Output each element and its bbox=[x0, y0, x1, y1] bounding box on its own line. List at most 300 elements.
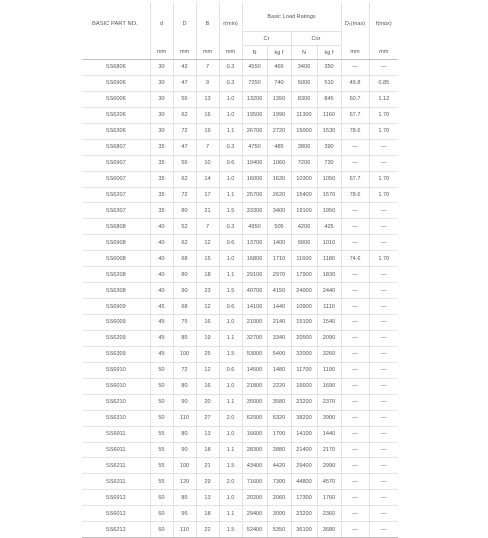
part-number-cell: SS6909 bbox=[82, 299, 150, 315]
value-cell: 30 bbox=[150, 60, 173, 76]
part-number-cell: SS6808 bbox=[82, 219, 150, 235]
units-empty-cell bbox=[82, 46, 150, 60]
value-cell: 4550 bbox=[242, 60, 267, 76]
part-number-cell: SS6907 bbox=[82, 155, 150, 171]
value-cell: 1400 bbox=[267, 235, 291, 251]
value-cell: 78.6 bbox=[341, 187, 369, 203]
value-cell: 1.1 bbox=[219, 506, 242, 522]
value-cell: 55 bbox=[150, 426, 173, 442]
value-cell: 100 bbox=[173, 346, 196, 362]
value-cell: — bbox=[341, 426, 369, 442]
part-number-cell: SS6311 bbox=[82, 474, 150, 490]
header-B: B bbox=[196, 2, 219, 46]
table-row bbox=[82, 346, 398, 362]
value-cell: 55 bbox=[150, 474, 173, 490]
value-cell: 3900 bbox=[317, 410, 341, 426]
value-cell: 1.0 bbox=[219, 315, 242, 331]
value-cell: 23 bbox=[196, 283, 219, 299]
value-cell: 1630 bbox=[267, 171, 291, 187]
value-cell: 1530 bbox=[317, 123, 341, 139]
value-cell: 2880 bbox=[267, 442, 291, 458]
value-cell: 10300 bbox=[291, 171, 317, 187]
part-number-cell: SS6012 bbox=[82, 506, 150, 522]
value-cell: 0.6 bbox=[219, 235, 242, 251]
value-cell: 2990 bbox=[317, 458, 341, 474]
part-number-cell: SS6807 bbox=[82, 139, 150, 155]
value-cell: — bbox=[341, 490, 369, 506]
unit-cell: kg f bbox=[267, 46, 291, 60]
value-cell: 2620 bbox=[267, 187, 291, 203]
value-cell: 740 bbox=[267, 75, 291, 91]
value-cell: 16800 bbox=[242, 251, 267, 267]
value-cell: 47 bbox=[173, 75, 196, 91]
header-basic-load-ratings: Basic Load Ratings bbox=[242, 2, 341, 32]
value-cell: 13700 bbox=[242, 235, 267, 251]
table-row bbox=[82, 219, 398, 235]
value-cell: 19 bbox=[196, 123, 219, 139]
table-row bbox=[82, 267, 398, 283]
value-cell: 18 bbox=[196, 506, 219, 522]
value-cell: — bbox=[369, 346, 398, 362]
value-cell: — bbox=[341, 155, 369, 171]
value-cell: 29100 bbox=[242, 267, 267, 283]
value-cell: 50 bbox=[150, 378, 173, 394]
value-cell: — bbox=[369, 283, 398, 299]
value-cell: 53000 bbox=[242, 346, 267, 362]
value-cell: — bbox=[341, 474, 369, 490]
value-cell: 7250 bbox=[242, 75, 267, 91]
part-number-cell: SS6009 bbox=[82, 315, 150, 331]
table-body bbox=[82, 60, 398, 538]
value-cell: 7 bbox=[196, 139, 219, 155]
value-cell: 8300 bbox=[291, 91, 317, 107]
part-number-cell: SS6010 bbox=[82, 378, 150, 394]
value-cell: 35000 bbox=[242, 394, 267, 410]
value-cell: 110 bbox=[173, 410, 196, 426]
value-cell: 5400 bbox=[267, 346, 291, 362]
value-cell: 4750 bbox=[242, 139, 267, 155]
unit-cell: N bbox=[291, 46, 317, 60]
value-cell: 74.6 bbox=[341, 251, 369, 267]
value-cell: 40700 bbox=[242, 283, 267, 299]
unit-cell: mm bbox=[219, 46, 242, 60]
part-number-cell: SS6210 bbox=[82, 394, 150, 410]
value-cell: — bbox=[369, 235, 398, 251]
value-cell: 1.70 bbox=[369, 123, 398, 139]
part-number-cell: SS6310 bbox=[82, 410, 150, 426]
value-cell: — bbox=[341, 315, 369, 331]
value-cell: 425 bbox=[317, 219, 341, 235]
value-cell: 36100 bbox=[291, 522, 317, 538]
part-number-cell: SS6309 bbox=[82, 346, 150, 362]
value-cell: — bbox=[369, 267, 398, 283]
value-cell: — bbox=[369, 378, 398, 394]
value-cell: — bbox=[369, 203, 398, 219]
value-cell: 20200 bbox=[242, 490, 267, 506]
value-cell: — bbox=[369, 490, 398, 506]
value-cell: 2060 bbox=[267, 490, 291, 506]
value-cell: — bbox=[341, 522, 369, 538]
value-cell: 10 bbox=[196, 155, 219, 171]
value-cell: 21 bbox=[196, 458, 219, 474]
value-cell: 16600 bbox=[242, 426, 267, 442]
value-cell: 35 bbox=[150, 203, 173, 219]
value-cell: 50 bbox=[150, 394, 173, 410]
value-cell: 85 bbox=[173, 490, 196, 506]
value-cell: 0.3 bbox=[219, 60, 242, 76]
value-cell: 1.5 bbox=[219, 346, 242, 362]
value-cell: 1.0 bbox=[219, 426, 242, 442]
value-cell: 29400 bbox=[291, 458, 317, 474]
value-cell: 1.1 bbox=[219, 330, 242, 346]
value-cell: 62 bbox=[173, 235, 196, 251]
part-number-cell: SS6307 bbox=[82, 203, 150, 219]
value-cell: 40 bbox=[150, 251, 173, 267]
value-cell: 510 bbox=[317, 75, 341, 91]
value-cell: — bbox=[341, 362, 369, 378]
value-cell: 75 bbox=[173, 315, 196, 331]
part-number-cell: SS6910 bbox=[82, 362, 150, 378]
value-cell: 1690 bbox=[317, 378, 341, 394]
value-cell: 15100 bbox=[291, 315, 317, 331]
value-cell: 55 bbox=[150, 458, 173, 474]
value-cell: 1.5 bbox=[219, 283, 242, 299]
value-cell: 11300 bbox=[291, 107, 317, 123]
value-cell: 45 bbox=[150, 315, 173, 331]
table-row bbox=[82, 522, 398, 538]
value-cell: 14 bbox=[196, 171, 219, 187]
table-row bbox=[82, 107, 398, 123]
value-cell: 15400 bbox=[291, 187, 317, 203]
value-cell: — bbox=[369, 60, 398, 76]
table-row bbox=[82, 60, 398, 76]
value-cell: 42 bbox=[173, 60, 196, 76]
value-cell: 80 bbox=[173, 267, 196, 283]
unit-cell: mm bbox=[369, 46, 398, 60]
header-f-max: f(max) bbox=[369, 2, 398, 46]
part-number-cell: SS6008 bbox=[82, 251, 150, 267]
value-cell: 1.70 bbox=[369, 251, 398, 267]
value-cell: 95 bbox=[173, 506, 196, 522]
value-cell: 3340 bbox=[267, 330, 291, 346]
value-cell: 90 bbox=[173, 442, 196, 458]
part-number-cell: SS6007 bbox=[82, 171, 150, 187]
value-cell: 44800 bbox=[291, 474, 317, 490]
value-cell: 1.0 bbox=[219, 171, 242, 187]
part-number-cell: SS6806 bbox=[82, 60, 150, 76]
value-cell: 35 bbox=[150, 155, 173, 171]
value-cell: 72 bbox=[173, 123, 196, 139]
table-row bbox=[82, 283, 398, 299]
value-cell: — bbox=[341, 346, 369, 362]
value-cell: 60 bbox=[150, 522, 173, 538]
value-cell: 2970 bbox=[267, 267, 291, 283]
table-row bbox=[82, 315, 398, 331]
unit-cell: mm bbox=[196, 46, 219, 60]
value-cell: 40 bbox=[150, 283, 173, 299]
table-row bbox=[82, 330, 398, 346]
value-cell: 35 bbox=[150, 171, 173, 187]
header-d1-max: D₁(max) bbox=[341, 2, 369, 46]
value-cell: 21800 bbox=[242, 378, 267, 394]
value-cell: — bbox=[341, 267, 369, 283]
value-cell: 1.1 bbox=[219, 123, 242, 139]
unit-cell: kg f bbox=[317, 46, 341, 60]
value-cell: 30 bbox=[150, 123, 173, 139]
value-cell: 1480 bbox=[267, 362, 291, 378]
value-cell: 1.5 bbox=[219, 203, 242, 219]
table-row bbox=[82, 251, 398, 267]
value-cell: 78.6 bbox=[341, 123, 369, 139]
value-cell: 38200 bbox=[291, 410, 317, 426]
value-cell: 17 bbox=[196, 187, 219, 203]
value-cell: 3800 bbox=[291, 139, 317, 155]
value-cell: 1350 bbox=[267, 91, 291, 107]
value-cell: 25700 bbox=[242, 187, 267, 203]
value-cell: 30 bbox=[150, 75, 173, 91]
part-number-cell: SS6207 bbox=[82, 187, 150, 203]
value-cell: 100 bbox=[173, 458, 196, 474]
unit-cell: mm bbox=[150, 46, 173, 60]
value-cell: 1540 bbox=[317, 315, 341, 331]
value-cell: — bbox=[341, 394, 369, 410]
value-cell: 60 bbox=[150, 506, 173, 522]
table-row bbox=[82, 299, 398, 315]
value-cell: 60 bbox=[150, 490, 173, 506]
value-cell: 11700 bbox=[291, 362, 317, 378]
value-cell: 4150 bbox=[267, 283, 291, 299]
value-cell: — bbox=[341, 458, 369, 474]
value-cell: 1990 bbox=[267, 107, 291, 123]
value-cell: 14100 bbox=[291, 426, 317, 442]
bearing-spec-table-container bbox=[82, 2, 398, 538]
value-cell: 5350 bbox=[267, 522, 291, 538]
header-D: D bbox=[173, 2, 196, 46]
value-cell: 26700 bbox=[242, 123, 267, 139]
value-cell: — bbox=[341, 283, 369, 299]
value-cell: 47 bbox=[173, 139, 196, 155]
table-row bbox=[82, 91, 398, 107]
table-row bbox=[82, 426, 398, 442]
value-cell: 29 bbox=[196, 474, 219, 490]
value-cell: 80 bbox=[173, 426, 196, 442]
value-cell: 19500 bbox=[242, 107, 267, 123]
value-cell: 1.70 bbox=[369, 107, 398, 123]
header-basic-part-no: BASIC PART NO. bbox=[92, 20, 138, 27]
table-row bbox=[82, 155, 398, 171]
value-cell: 15 bbox=[196, 251, 219, 267]
value-cell: 55 bbox=[173, 91, 196, 107]
value-cell: 2170 bbox=[317, 442, 341, 458]
value-cell: 3680 bbox=[317, 522, 341, 538]
value-cell: 85 bbox=[173, 330, 196, 346]
part-number-cell: SS6006 bbox=[82, 91, 150, 107]
value-cell: 30 bbox=[150, 91, 173, 107]
value-cell: 17300 bbox=[291, 490, 317, 506]
value-cell: 1710 bbox=[267, 251, 291, 267]
table-row bbox=[82, 442, 398, 458]
value-cell: 45 bbox=[150, 346, 173, 362]
table-row bbox=[82, 187, 398, 203]
unit-cell: N bbox=[242, 46, 267, 60]
value-cell: 22 bbox=[196, 522, 219, 538]
value-cell: 72 bbox=[173, 187, 196, 203]
value-cell: 40 bbox=[150, 267, 173, 283]
value-cell: 350 bbox=[317, 60, 341, 76]
value-cell: 6320 bbox=[267, 410, 291, 426]
value-cell: — bbox=[369, 299, 398, 315]
value-cell: 40 bbox=[150, 235, 173, 251]
table-row bbox=[82, 410, 398, 426]
value-cell: — bbox=[369, 458, 398, 474]
value-cell: 23200 bbox=[291, 394, 317, 410]
value-cell: 4570 bbox=[317, 474, 341, 490]
value-cell: 20 bbox=[196, 394, 219, 410]
value-cell: — bbox=[341, 60, 369, 76]
value-cell: 730 bbox=[317, 155, 341, 171]
value-cell: 16 bbox=[196, 378, 219, 394]
value-cell: 55 bbox=[173, 155, 196, 171]
value-cell: 0.85 bbox=[369, 75, 398, 91]
value-cell: 62 bbox=[173, 107, 196, 123]
value-cell: 120 bbox=[173, 474, 196, 490]
value-cell: 2140 bbox=[267, 315, 291, 331]
value-cell: 29400 bbox=[242, 506, 267, 522]
value-cell: 1.5 bbox=[219, 458, 242, 474]
value-cell: 9 bbox=[196, 75, 219, 91]
value-cell: 35 bbox=[150, 187, 173, 203]
value-cell: 2090 bbox=[317, 330, 341, 346]
value-cell: 68 bbox=[173, 251, 196, 267]
value-cell: 0.6 bbox=[219, 299, 242, 315]
value-cell: 1050 bbox=[317, 171, 341, 187]
part-number-cell: SS6912 bbox=[82, 490, 150, 506]
table-row bbox=[82, 203, 398, 219]
value-cell: 1110 bbox=[317, 299, 341, 315]
value-cell: 0.3 bbox=[219, 75, 242, 91]
value-cell: 35 bbox=[150, 139, 173, 155]
value-cell: 13 bbox=[196, 426, 219, 442]
value-cell: 2370 bbox=[317, 394, 341, 410]
value-cell: 1570 bbox=[317, 187, 341, 203]
value-cell: 2220 bbox=[267, 378, 291, 394]
value-cell: — bbox=[369, 522, 398, 538]
value-cell: 4200 bbox=[291, 219, 317, 235]
value-cell: 845 bbox=[317, 91, 341, 107]
value-cell: 2720 bbox=[267, 123, 291, 139]
value-cell: 1440 bbox=[317, 426, 341, 442]
value-cell: 16000 bbox=[242, 171, 267, 187]
value-cell: 30 bbox=[150, 107, 173, 123]
value-cell: 40 bbox=[150, 219, 173, 235]
value-cell: 1.70 bbox=[369, 171, 398, 187]
value-cell: — bbox=[369, 315, 398, 331]
value-cell: 12 bbox=[196, 235, 219, 251]
value-cell: 465 bbox=[267, 60, 291, 76]
value-cell: 19 bbox=[196, 330, 219, 346]
value-cell: 68 bbox=[173, 299, 196, 315]
value-cell: — bbox=[369, 362, 398, 378]
value-cell: — bbox=[341, 378, 369, 394]
value-cell: 7 bbox=[196, 60, 219, 76]
value-cell: 0.3 bbox=[219, 219, 242, 235]
value-cell: 10900 bbox=[291, 299, 317, 315]
value-cell: 1440 bbox=[267, 299, 291, 315]
table-row bbox=[82, 394, 398, 410]
bearing-spec-table bbox=[82, 2, 398, 538]
value-cell: 17900 bbox=[291, 267, 317, 283]
value-cell: — bbox=[369, 394, 398, 410]
value-cell: — bbox=[369, 410, 398, 426]
value-cell: 2360 bbox=[317, 506, 341, 522]
part-number-cell: SS6211 bbox=[82, 458, 150, 474]
value-cell: 3400 bbox=[291, 60, 317, 76]
value-cell: 390 bbox=[317, 139, 341, 155]
unit-cell: mm bbox=[341, 46, 369, 60]
value-cell: 16 bbox=[196, 107, 219, 123]
value-cell: 21400 bbox=[291, 442, 317, 458]
value-cell: 90 bbox=[173, 394, 196, 410]
value-cell: 1.5 bbox=[219, 522, 242, 538]
part-number-cell: SS6011 bbox=[82, 442, 150, 458]
value-cell: — bbox=[341, 410, 369, 426]
value-cell: 60.7 bbox=[341, 91, 369, 107]
value-cell: 2440 bbox=[317, 283, 341, 299]
value-cell: 18 bbox=[196, 267, 219, 283]
value-cell: 505 bbox=[267, 219, 291, 235]
value-cell: 1060 bbox=[267, 155, 291, 171]
value-cell: 2.0 bbox=[219, 410, 242, 426]
value-cell: 52 bbox=[173, 219, 196, 235]
value-cell: — bbox=[341, 330, 369, 346]
value-cell: — bbox=[369, 442, 398, 458]
value-cell: 485 bbox=[267, 139, 291, 155]
value-cell: 1.1 bbox=[219, 442, 242, 458]
value-cell: 27 bbox=[196, 410, 219, 426]
value-cell: — bbox=[369, 474, 398, 490]
value-cell: 1190 bbox=[317, 362, 341, 378]
value-cell: — bbox=[341, 139, 369, 155]
value-cell: — bbox=[369, 426, 398, 442]
value-cell: 3400 bbox=[267, 203, 291, 219]
value-cell: — bbox=[341, 219, 369, 235]
value-cell: 62 bbox=[173, 171, 196, 187]
part-number-cell: SS6206 bbox=[82, 107, 150, 123]
value-cell: 19100 bbox=[291, 203, 317, 219]
value-cell: 0.6 bbox=[219, 155, 242, 171]
value-cell: 1.1 bbox=[219, 267, 242, 283]
part-number-cell: SS6308 bbox=[82, 283, 150, 299]
part-number-cell: SS6212 bbox=[82, 522, 150, 538]
value-cell: 1700 bbox=[267, 426, 291, 442]
part-number-cell: SS6906 bbox=[82, 75, 150, 91]
value-cell: 4420 bbox=[267, 458, 291, 474]
value-cell: 50 bbox=[150, 410, 173, 426]
value-cell: 1.70 bbox=[369, 187, 398, 203]
value-cell: 5000 bbox=[291, 75, 317, 91]
value-cell: — bbox=[341, 442, 369, 458]
value-cell: 72 bbox=[173, 362, 196, 378]
table-row bbox=[82, 474, 398, 490]
part-number-cell: SS6208 bbox=[82, 267, 150, 283]
value-cell: — bbox=[341, 506, 369, 522]
value-cell: — bbox=[341, 299, 369, 315]
header-r-min: r(min) bbox=[219, 2, 242, 46]
table-row bbox=[82, 139, 398, 155]
value-cell: 1180 bbox=[317, 251, 341, 267]
part-number-cell: SS6306 bbox=[82, 123, 150, 139]
value-cell: 1160 bbox=[317, 107, 341, 123]
